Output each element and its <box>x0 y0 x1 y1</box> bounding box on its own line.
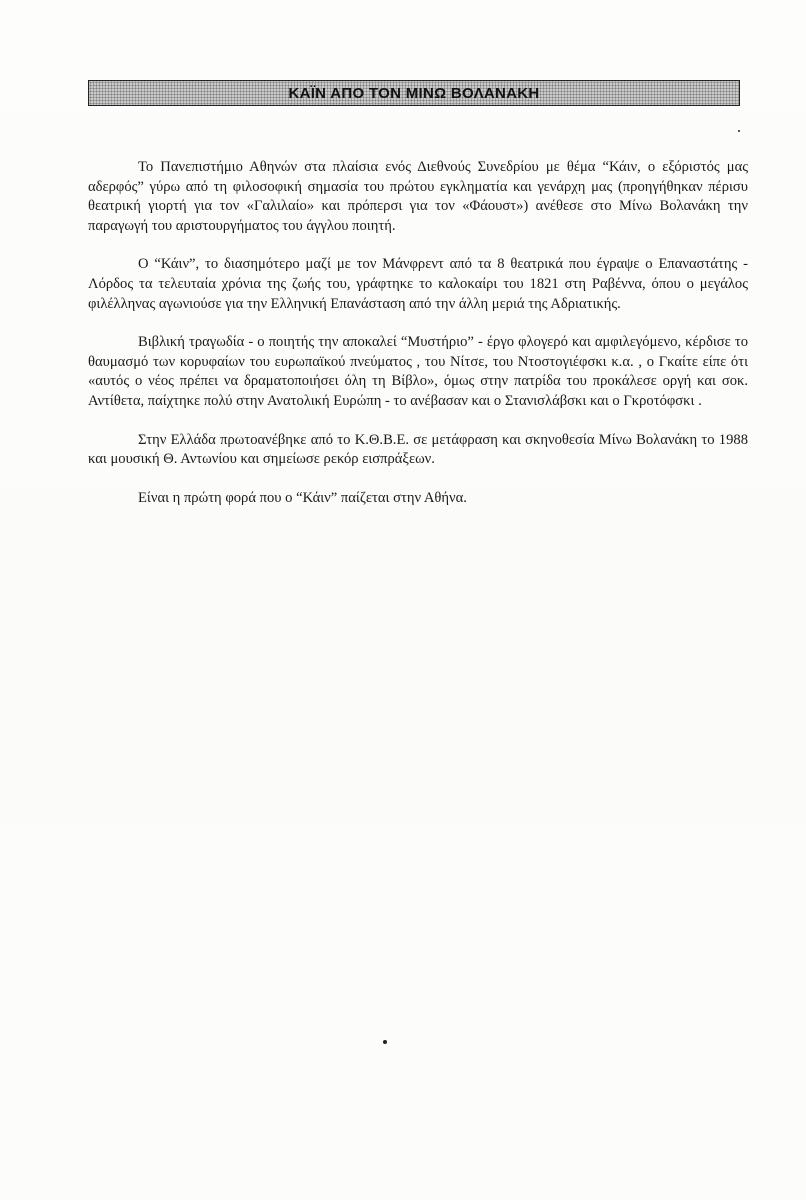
ink-speck <box>738 130 740 132</box>
paragraph-2: O “Κάιν”, το διασημότερο μαζί με τον Μάνφρεντ από τα 8 θεατρικά που έγραψε ο Επαναστάτης - Λόρδος τα τελευταία χρόνια της ζωής του, γράφτηκε το καλοκαίρι του 1821 στη Ραβέννα, όπου ο μεγάλος φιλέλληνας αγωνιούσε για την Ελληνική Επανάσταση από την άλλη μεριά της Αδριατικής. <box>88 256 748 312</box>
paragraph-4: Στην Ελλάδα πρωτοανέβηκε από το Κ.Θ.Β.Ε. σε μετάφραση και σκηνοθεσία Μίνω Βολανάκη το 1988 και μουσική Θ. Αντωνίου και σημείωσε ρεκόρ εισπράξεων. <box>88 431 748 468</box>
article-body <box>88 158 748 508</box>
paragraph-5: Είναι η πρώτη φορά που ο “Κάιν” παίζεται στην Αθήνα. <box>138 489 467 506</box>
paragraph-1: Το Πανεπιστήμιο Αθηνών στα πλαίσια ενός Διεθνούς Συνεδρίου με θέμα “Κάιν, ο εξόριστός μας αδερφός” γύρω από τη φιλοσοφική σημασία του πρώτου εγκληματία και γενάρχη μας (προηγήθηκαν πέρισυ θεατρική γιορτή για τον «Γαλιλαίο» και πρόπερσι για τον «Φάουστ») ανέθεσε στο Μίνω Βολανάκη την παραγωγή του αριστουργήματος του άγγλου ποιητή. <box>88 159 748 234</box>
title-banner <box>88 80 740 106</box>
ink-speck <box>383 1040 387 1044</box>
page-title: ΚΑΪΝ ΑΠΟ ΤΟΝ ΜΙΝΩ ΒΟΛΑΝΑΚΗ <box>288 84 540 102</box>
paragraph-3: Βιβλική τραγωδία - ο ποιητής την αποκαλεί “Μυστήριο” - έργο φλογερό και αμφιλεγόμενο, κέρδισε το θαυμασμό των κορυφαίων του ευρωπαϊκού πνεύματος , του Νίτσε, του Ντοστογιέφσκι κ.α. , ο Γκαίτε είπε ότι «αυτός ο νέος πρέπει να δραματοποιήσει όλη τη Βίβλο», όμως στην πατρίδα του προκάλεσε οργή και σοκ. Αντίθετα, παίχτηκε πολύ στην Ανατολική Ευρώπη - το ανέβασαν και ο Στανισλάβσκι και ο Γκροτόφσκι . <box>88 334 748 409</box>
